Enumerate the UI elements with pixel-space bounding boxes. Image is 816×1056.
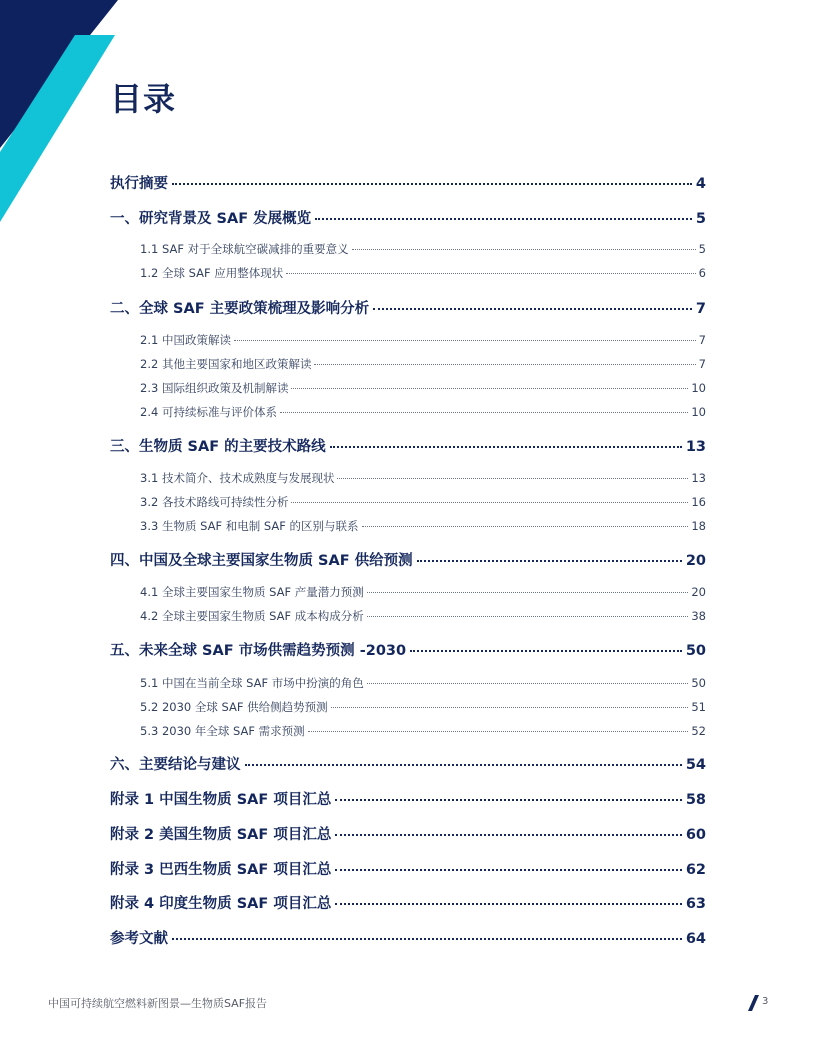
toc-subentry-label: 2.2 其他主要国家和地区政策解读 (140, 357, 312, 371)
dot-leader (362, 526, 689, 527)
toc-entry-label: 参考文献 (110, 931, 168, 947)
toc-entry-label: 附录 2 美国生物质 SAF 项目汇总 (110, 827, 332, 843)
toc-entry[interactable] (110, 753, 706, 774)
toc-entry-label: 附录 1 中国生物质 SAF 项目汇总 (110, 792, 332, 808)
page-title: 目录 (110, 80, 177, 118)
toc-subentry-page: 13 (691, 471, 706, 485)
toc-entry-page: 7 (695, 301, 706, 317)
toc-subentry-page: 51 (691, 700, 706, 714)
toc-entry[interactable] (110, 435, 706, 456)
toc-subentry-page: 38 (691, 609, 706, 623)
toc-entry[interactable] (110, 172, 706, 193)
toc-subentry-label: 2.1 中国政策解读 (140, 333, 231, 347)
slash-logo-icon (748, 995, 760, 1011)
toc-subentry[interactable] (140, 241, 706, 257)
toc-subentry[interactable] (140, 723, 706, 739)
toc-entry-label: 一、研究背景及 SAF 发展概览 (110, 211, 312, 227)
toc-entry-page: 50 (685, 643, 706, 659)
dot-leader (373, 308, 692, 310)
toc-entry-page: 64 (685, 931, 706, 947)
toc-entry-page: 63 (685, 896, 706, 912)
dot-leader (367, 616, 689, 617)
dot-leader (331, 707, 689, 708)
dot-leader (234, 340, 696, 341)
toc-subentry-label: 3.3 生物质 SAF 和电制 SAF 的区别与联系 (140, 519, 359, 533)
toc-subentry-label: 1.2 全球 SAF 应用整体现状 (140, 266, 284, 280)
toc-subentry-page: 50 (691, 676, 706, 690)
dot-leader (330, 446, 682, 448)
toc-entry[interactable] (110, 788, 706, 809)
toc-entry[interactable] (110, 858, 706, 879)
toc-subentry-label: 5.3 2030 年全球 SAF 需求预测 (140, 724, 305, 738)
toc-entry-page: 5 (695, 211, 706, 227)
toc-entry-page: 4 (695, 176, 706, 192)
toc-entry-page: 58 (685, 792, 706, 808)
toc-entry-page: 54 (685, 757, 706, 773)
toc-subentry[interactable] (140, 470, 706, 486)
toc-subentry-label: 4.2 全球主要国家生物质 SAF 成本构成分析 (140, 609, 364, 623)
toc-entry-label: 四、中国及全球主要国家生物质 SAF 供给预测 (110, 553, 413, 569)
toc-subentry[interactable] (140, 380, 706, 396)
toc-subentry[interactable] (140, 356, 706, 372)
toc-subentry-page: 16 (691, 495, 706, 509)
toc-subentry-label: 4.1 全球主要国家生物质 SAF 产量潜力预测 (140, 585, 364, 599)
toc-entry-page: 60 (685, 827, 706, 843)
dot-leader (315, 218, 692, 220)
toc-subentry-label: 5.1 中国在当前全球 SAF 市场中扮演的角色 (140, 676, 364, 690)
toc-entry[interactable] (110, 207, 706, 228)
dot-leader (417, 560, 682, 562)
toc-subentry[interactable] (140, 332, 706, 348)
toc-subentry-page: 20 (691, 585, 706, 599)
dot-leader (335, 869, 681, 871)
toc-subentry-page: 10 (691, 381, 706, 395)
dot-leader (367, 592, 689, 593)
toc-subentry[interactable] (140, 584, 706, 600)
toc-subentry-page: 7 (698, 357, 706, 371)
toc-subentry[interactable] (140, 518, 706, 534)
toc-entry[interactable] (110, 823, 706, 844)
dot-leader (337, 478, 688, 479)
toc-subentry-label: 1.1 SAF 对于全球航空碳减排的重要意义 (140, 242, 349, 256)
toc-entry-label: 三、生物质 SAF 的主要技术路线 (110, 439, 326, 455)
dot-leader (352, 249, 696, 250)
dot-leader (291, 388, 688, 389)
toc-entry-page: 20 (685, 553, 706, 569)
toc-subentry-label: 3.1 技术简介、技术成熟度与发展现状 (140, 471, 335, 485)
toc-entry-label: 附录 3 巴西生物质 SAF 项目汇总 (110, 862, 332, 878)
dot-leader (286, 273, 695, 274)
toc-subentry-label: 2.3 国际组织政策及机制解读 (140, 381, 289, 395)
toc-subentry-label: 2.4 可持续标准与评价体系 (140, 405, 277, 419)
toc-entry-label: 六、主要结论与建议 (110, 757, 241, 773)
footer-page-number: 3 (762, 996, 769, 1007)
toc-entry[interactable] (110, 892, 706, 913)
toc-entry[interactable] (110, 549, 706, 570)
toc-entry[interactable] (110, 297, 706, 318)
dot-leader (314, 364, 695, 365)
toc-subentry[interactable] (140, 675, 706, 691)
toc-entry-label: 二、全球 SAF 主要政策梳理及影响分析 (110, 301, 370, 317)
dot-leader (172, 938, 682, 940)
toc-subentry-page: 6 (698, 266, 706, 280)
toc-subentry-page: 7 (698, 333, 706, 347)
toc-subentry[interactable] (140, 699, 706, 715)
toc-subentry[interactable] (140, 265, 706, 281)
toc-subentry[interactable] (140, 404, 706, 420)
toc-entry[interactable] (110, 927, 706, 948)
toc-entry-label: 执行摘要 (110, 176, 168, 192)
dot-leader (308, 731, 689, 732)
dot-leader (280, 412, 688, 413)
toc-entry-page: 13 (685, 439, 706, 455)
dot-leader (335, 799, 681, 801)
toc-subentry-label: 3.2 各技术路线可持续性分析 (140, 495, 289, 509)
footer-report-title: 中国可持续航空燃料新图景—生物质SAF报告 (48, 997, 268, 1010)
toc-subentry-page: 5 (698, 242, 706, 256)
toc-entry-label: 五、未来全球 SAF 市场供需趋势预测 -2030 (110, 643, 407, 659)
dot-leader (245, 764, 682, 766)
toc-entry-page: 62 (685, 862, 706, 878)
dot-leader (410, 650, 682, 652)
dot-leader (291, 502, 688, 503)
toc-subentry[interactable] (140, 494, 706, 510)
toc-subentry-label: 5.2 2030 全球 SAF 供给侧趋势预测 (140, 700, 328, 714)
toc-subentry[interactable] (140, 608, 706, 624)
toc-subentry-page: 52 (691, 724, 706, 738)
toc-subentry-page: 10 (691, 405, 706, 419)
toc-entry[interactable] (110, 639, 706, 660)
dot-leader (335, 834, 681, 836)
dot-leader (335, 903, 681, 905)
dot-leader (367, 683, 689, 684)
dot-leader (172, 183, 692, 185)
toc-subentry-page: 18 (691, 519, 706, 533)
toc-entry-label: 附录 4 印度生物质 SAF 项目汇总 (110, 896, 332, 912)
